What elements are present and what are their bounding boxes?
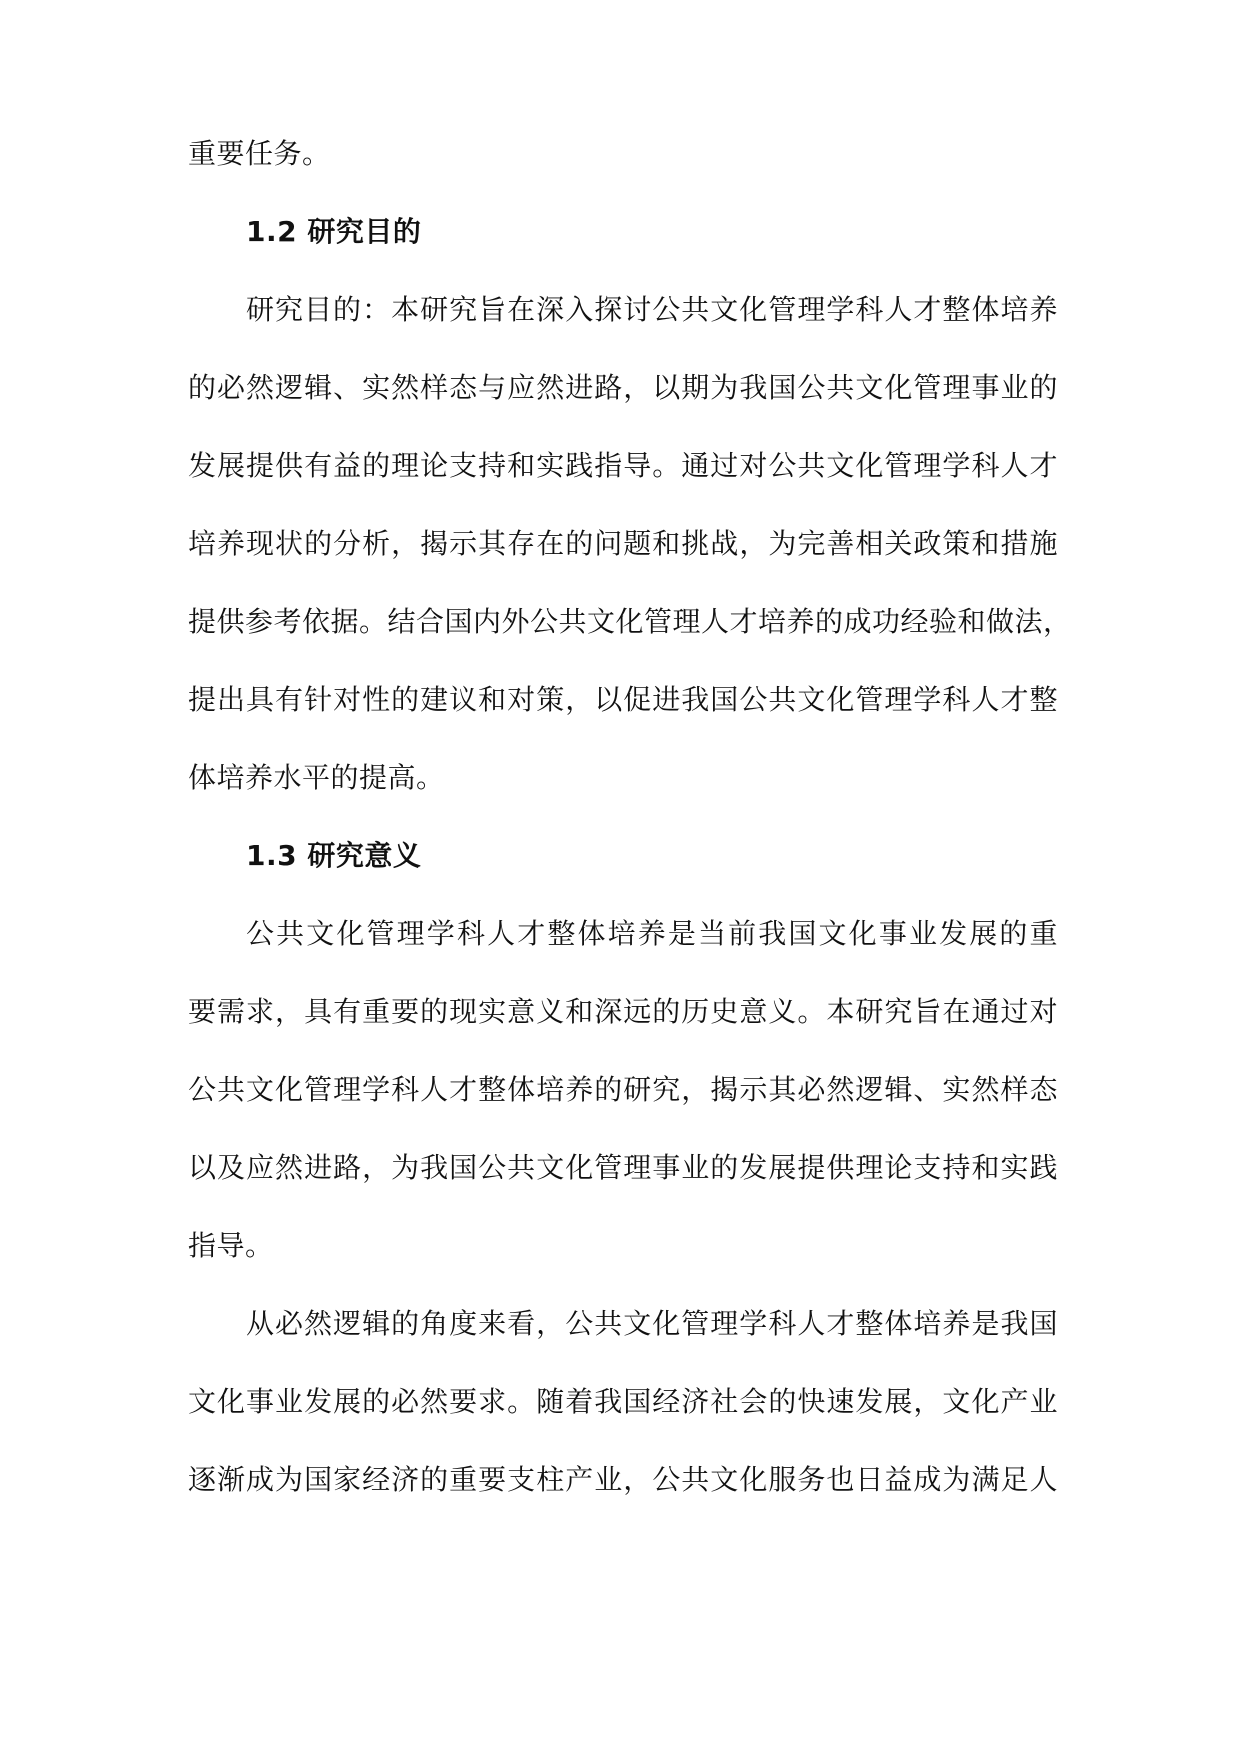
section-heading-1-3: 1.3 研究意义 <box>246 839 422 872</box>
paragraph-line: 要需求，具有重要的现实意义和深远的历史意义。本研究旨在通过对 <box>188 995 1058 1028</box>
paragraph-line: 逐渐成为国家经济的重要支柱产业，公共文化服务也日益成为满足人 <box>188 1463 1058 1496</box>
continuation-line: 重要任务。 <box>188 137 331 170</box>
paragraph-line: 以及应然进路，为我国公共文化管理事业的发展提供理论支持和实践 <box>188 1151 1058 1184</box>
paragraph-line: 公共文化管理学科人才整体培养是当前我国文化事业发展的重 <box>246 917 1058 950</box>
paragraph-line: 研究目的：本研究旨在深入探讨公共文化管理学科人才整体培养 <box>246 293 1058 326</box>
paragraph-line: 文化事业发展的必然要求。随着我国经济社会的快速发展，文化产业 <box>188 1385 1058 1418</box>
section-1-2-paragraph <box>188 293 1072 794</box>
paragraph-line: 发展提供有益的理论支持和实践指导。通过对公共文化管理学科人才 <box>188 449 1058 482</box>
paragraph-line: 公共文化管理学科人才整体培养的研究，揭示其必然逻辑、实然样态 <box>188 1073 1058 1106</box>
section-1-3-paragraph-2 <box>188 1307 1058 1496</box>
document-body <box>188 137 1072 1544</box>
paragraph-line: 从必然逻辑的角度来看，公共文化管理学科人才整体培养是我国 <box>246 1307 1058 1340</box>
section-heading-1-2: 1.2 研究目的 <box>246 215 422 248</box>
paragraph-line: 提出具有针对性的建议和对策，以促进我国公共文化管理学科人才整 <box>188 683 1058 716</box>
paragraph-line: 培养现状的分析，揭示其存在的问题和挑战，为完善相关政策和措施 <box>188 527 1058 560</box>
paragraph-line: 体培养水平的提高。 <box>188 761 445 794</box>
paragraph-line: 指导。 <box>188 1229 274 1262</box>
section-1-3-paragraph-1 <box>188 917 1058 1262</box>
paragraph-line: 的必然逻辑、实然样态与应然进路，以期为我国公共文化管理事业的 <box>188 371 1058 404</box>
paragraph-line: 提供参考依据。结合国内外公共文化管理人才培养的成功经验和做法， <box>188 605 1072 638</box>
